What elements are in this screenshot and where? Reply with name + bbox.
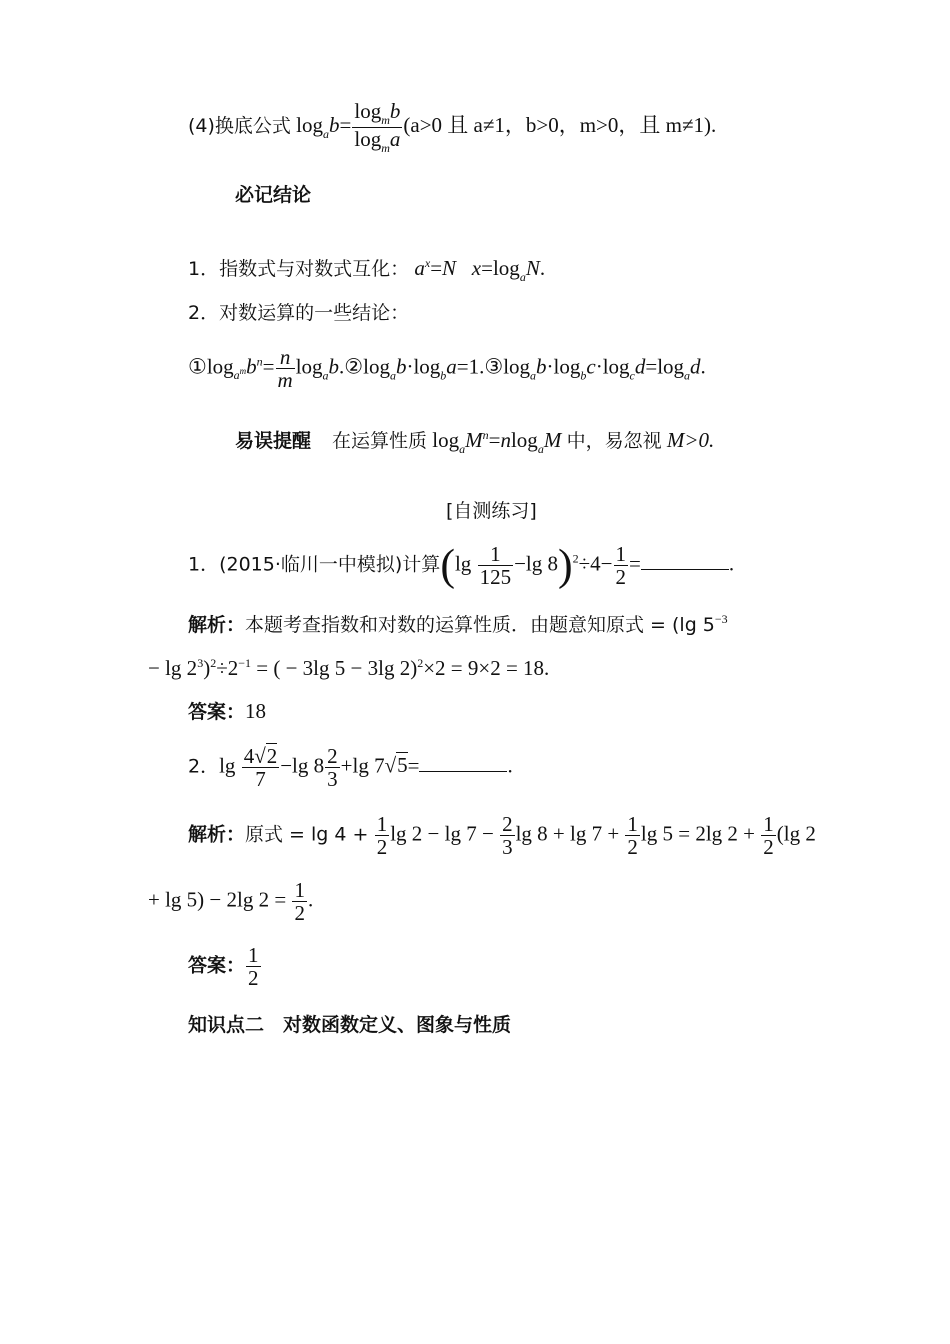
reminder-title: 易误提醒 (235, 430, 312, 452)
q2-num: 2． (188, 755, 220, 778)
q1-answer-value: 18 (245, 699, 267, 723)
formula-4-math: $\log_ab=$ $\frac{\log_mb}{\log_ma}$ (296, 99, 401, 155)
q1-answer-blank (641, 551, 729, 570)
reminder-text-a: 在运算性质 (332, 430, 428, 452)
q2-analysis-label: 解析： (188, 823, 246, 846)
q1-analysis-label: 解析： (188, 614, 246, 636)
q1-analysis-line2-tail: ×2 = 9×2 = 18. (423, 656, 550, 680)
q2-answer-blank (419, 753, 507, 772)
reminder-line: 易误提醒 在运算性质 $\log_aM^n=nlog_aM$ 中，易忽视 M>0. (235, 428, 715, 456)
q1-analysis-line2-text: = ( − 3lg 5 − 3lg 2) (256, 656, 418, 680)
q1-analysis-line2: − $\lg 2^3)^2\div 2^{-1}$ = ( − 3lg 5 − 3lg 2)$^2$×2 = 9×2 = 18. (148, 656, 550, 680)
q1-num: 1． (188, 553, 220, 576)
conclusion-formulas: $①\log_{a^m}b^n=$ $\frac{n}{m}$ $\log_ab.②\log_ab\cdot\log_ba=1.③\log_ab\cdot\log_bc\cdot\log_cd=\log_ad$. (188, 345, 706, 393)
conclusion-1-math: $a^x=N$ $x=\log_aN$. (414, 256, 546, 284)
conclusion-1-num: 1． (188, 258, 220, 280)
formula-4-prefix: (4)换底公式 (188, 114, 291, 137)
q2-analysis-text: 原式 = lg 4 + (245, 823, 369, 846)
q2-answer-label: 答案： (188, 954, 246, 977)
question-2: 2．lg $\frac{4√2}{7}$ −lg 8 $\frac{2}{3}$ +lg 7√5= . (188, 744, 513, 792)
q1-answer (188, 699, 266, 724)
q2-answer (188, 944, 262, 989)
section-title-conclusions: 必记结论 (235, 184, 312, 206)
reminder-text-c: M>0. (666, 428, 715, 452)
q1-analysis-text: 本题考查指数和对数的运算性质．由题意知原式 = (lg 5 (245, 614, 715, 636)
q2-analysis: 解析：原式 = lg 4 + $\frac{1}{2}$ lg 2 − lg 7 − $\frac{2}{3}$ lg 8 + lg 7 + $\frac{1}{2}$ lg 5 = 2lg 2 + $\frac{1}{2}$ (lg 2 (188, 812, 816, 860)
conclusion-item-2 (188, 300, 409, 325)
self-test-title: [自测练习] (446, 500, 537, 522)
conclusion-2-num: 2． (188, 302, 220, 324)
q2-answer-value: $\frac{1}{2}$ (248, 943, 259, 991)
reminder-text-b: 中，易忽视 (566, 430, 662, 452)
knowledge-point-title: 知识点二 对数函数定义、图象与性质 (188, 1014, 512, 1036)
conclusion-item-1 (188, 256, 545, 284)
formula-change-of-base (188, 100, 716, 154)
formula-4-conditions: (a>0 且 a≠1，b>0，m>0，且 m≠1). (403, 112, 717, 137)
conclusion-2-text: 对数运算的一些结论： (219, 302, 410, 324)
q1-analysis: 解析：本题考查指数和对数的运算性质．由题意知原式 = (lg $5^{-3}$ (188, 612, 728, 636)
question-1: 1．(2015·临川一中模拟)计算(lg $\frac{1}{125}$ −lg 8)$^2$÷4− $\frac{1}{2}$ = . (188, 540, 735, 590)
q2-analysis-line2: + lg 5) − 2lg 2 = $\frac{1}{2}$ . (148, 878, 314, 926)
q1-source: (2015·临川一中模拟)计算 (219, 553, 441, 576)
conclusion-1-text: 指数式与对数式互化： (219, 258, 410, 280)
q1-answer-label: 答案： (188, 701, 246, 723)
